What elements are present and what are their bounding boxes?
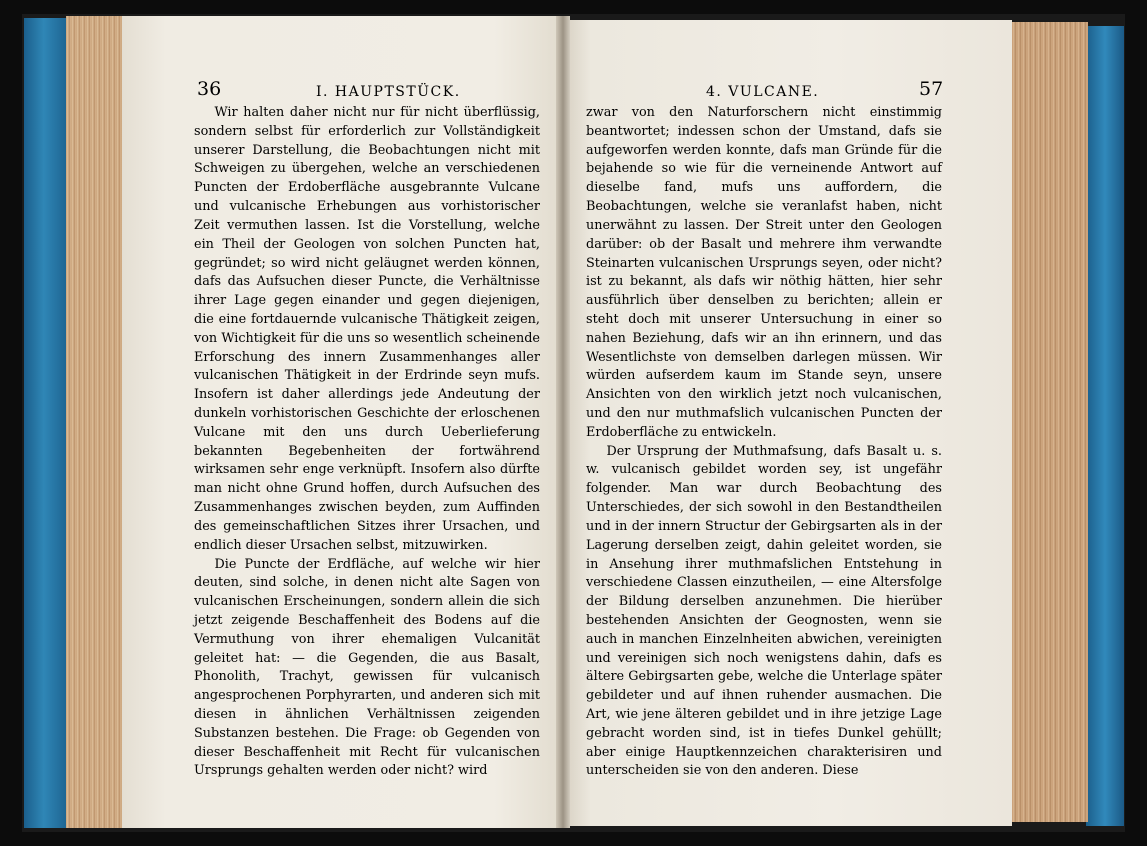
right-running-head: 4. VULCANE. xyxy=(706,84,820,100)
page-edges-left xyxy=(66,16,124,828)
book-cover-right xyxy=(1086,26,1124,826)
book-cover-left xyxy=(24,18,68,828)
book-gutter xyxy=(556,16,570,828)
left-running-head: I. HAUPTSTÜCK. xyxy=(316,84,461,100)
paragraph: Die Puncte der Erdfläche, auf welche wir hier deuten, sind solche, in denen nicht alte Sagen von vulcanischen Erscheinungen, sondern allein die sich jetzt zeigende Beschaffenheit des Bodens auf die Vermuthung von ihrer ehemaligen Vulcanität geleitet hat: — die Gegenden, die aus Basalt, Phonolith, Trachyt, gewissen für vulcanisch angesprochenen Porphyrarten, und anderen sich mit diesen in ähnlichen Verhältnissen zeigenden Substanzen bestehen. Die Frage: ob Gegenden von dieser Beschaffenheit mit Recht für vulcanischen Ursprungs gehalten werden oder nicht? wird xyxy=(194,556,540,779)
paragraph: Wir halten daher nicht nur für nicht überflüssig, sondern selbst für erforderlich zur Vollständigkeit unserer Darstellung, die Beobachtungen nicht mit Schweigen zu übergehen, welche an verschiedenen Puncten der Erdoberfläche ausgebrannte Vulcane und vulcanische Erhebungen aus vorhistorischer Zeit vermuthen lassen. Ist die Vorstellung, welche ein Theil der Geologen von solchen Puncten hat, gegründet; so wird nicht geläugnet werden können, dafs das Aufsuchen dieser Puncte, die Verhältnisse ihrer Lage gegen einander und gegen diejenigen, die eine fortdauernde vulcanische Thätigkeit zeigen, von Wichtigkeit für die uns so wesentlich scheinende Erforschung des innern Zusammenhanges aller vulcanischen Thätigkeit in der Erdrinde seyn mufs. Insofern ist daher allerdings jede Andeutung der dunkeln vorhistorischen Geschichte der erloschenen Vulcane mit den uns durch Ueberlieferung bekannten Begebenheiten der fortwährend wirksamen sehr enge verknüpft. Insofern also dürfte man nicht ohne Grund hoffen, durch Aufsuchen des Zusammenhanges zwischen beyden, zum Auffinden des gemeinschaftlichen Sitzes ihrer Ursachen, und endlich dieser Ursachen selbst, mitzuwirken. xyxy=(194,105,540,553)
right-page-body xyxy=(586,104,942,781)
paragraph: zwar von den Naturforschern nicht einstimmig beantwortet; indessen schon der Umstand, dafs sie aufgeworfen werden konnte, dafs man Gründe für die bejahende so wie für die verneinende Antwort auf dieselbe fand, mufs uns auffordern, die Beobachtungen, welche sie veranlafst haben, nicht unerwähnt zu lassen. Der Streit unter den Geologen darüber: ob der Basalt und mehrere ihm verwandte Steinarten vulcanischen Ursprungs seyen, oder nicht? ist zu bekannt, als dafs wir nöthig hätten, hier sehr ausführlich über denselben zu berichten; allein er steht doch mit unserer Untersuchung in einer so nahen Beziehung, dafs wir an ihn erinnern, und das Wesentlichste von demselben darlegen müssen. Wir würden aufserdem kaum im Stande seyn, unsere Ansichten von den wirklich jetzt noch vulcanischen, und den nur muthmafslich vulcanischen Puncten der Erdoberfläche zu entwickeln. xyxy=(586,105,942,440)
left-page-body xyxy=(194,104,540,781)
paragraph: Der Ursprung der Muthmafsung, dafs Basalt u. s. w. vulcanisch gebildet worden sey, ist ungefähr folgender. Man war durch Beobachtung des Unterschiedes, der sich sowohl in den Bestandtheilen und in der innern Structur der Gebirgsarten als in der Lagerung derselben zeigt, dahin geleitet worden, sie in Ansehung ihrer muthmafslichen Entstehung in verschiedene Classen einzutheilen, — eine Altersfolge der Bildung derselben anzunehmen. Die hierüber bestehenden Ansichten der Geognosten, wenn sie auch in manchen Einzelnheiten abwichen, vereinigten und vereinigen sich noch wenigstens dahin, dafs es ältere Gebirgsarten gebe, welche die Unterlage später gebildeter und auf ihnen ruhender ausmachen. Die Art, wie jene älteren gebildet und in ihre jetzige Lage gebracht worden sind, ist in tiefes Dunkel gehüllt; aber einige Hauptkennzeichen charakterisiren und unterscheiden sie von den anderen. Diese xyxy=(586,443,942,779)
page-edges-right xyxy=(1012,22,1088,822)
right-page-number: 57 xyxy=(919,78,944,100)
left-page-number: 36 xyxy=(197,78,222,100)
